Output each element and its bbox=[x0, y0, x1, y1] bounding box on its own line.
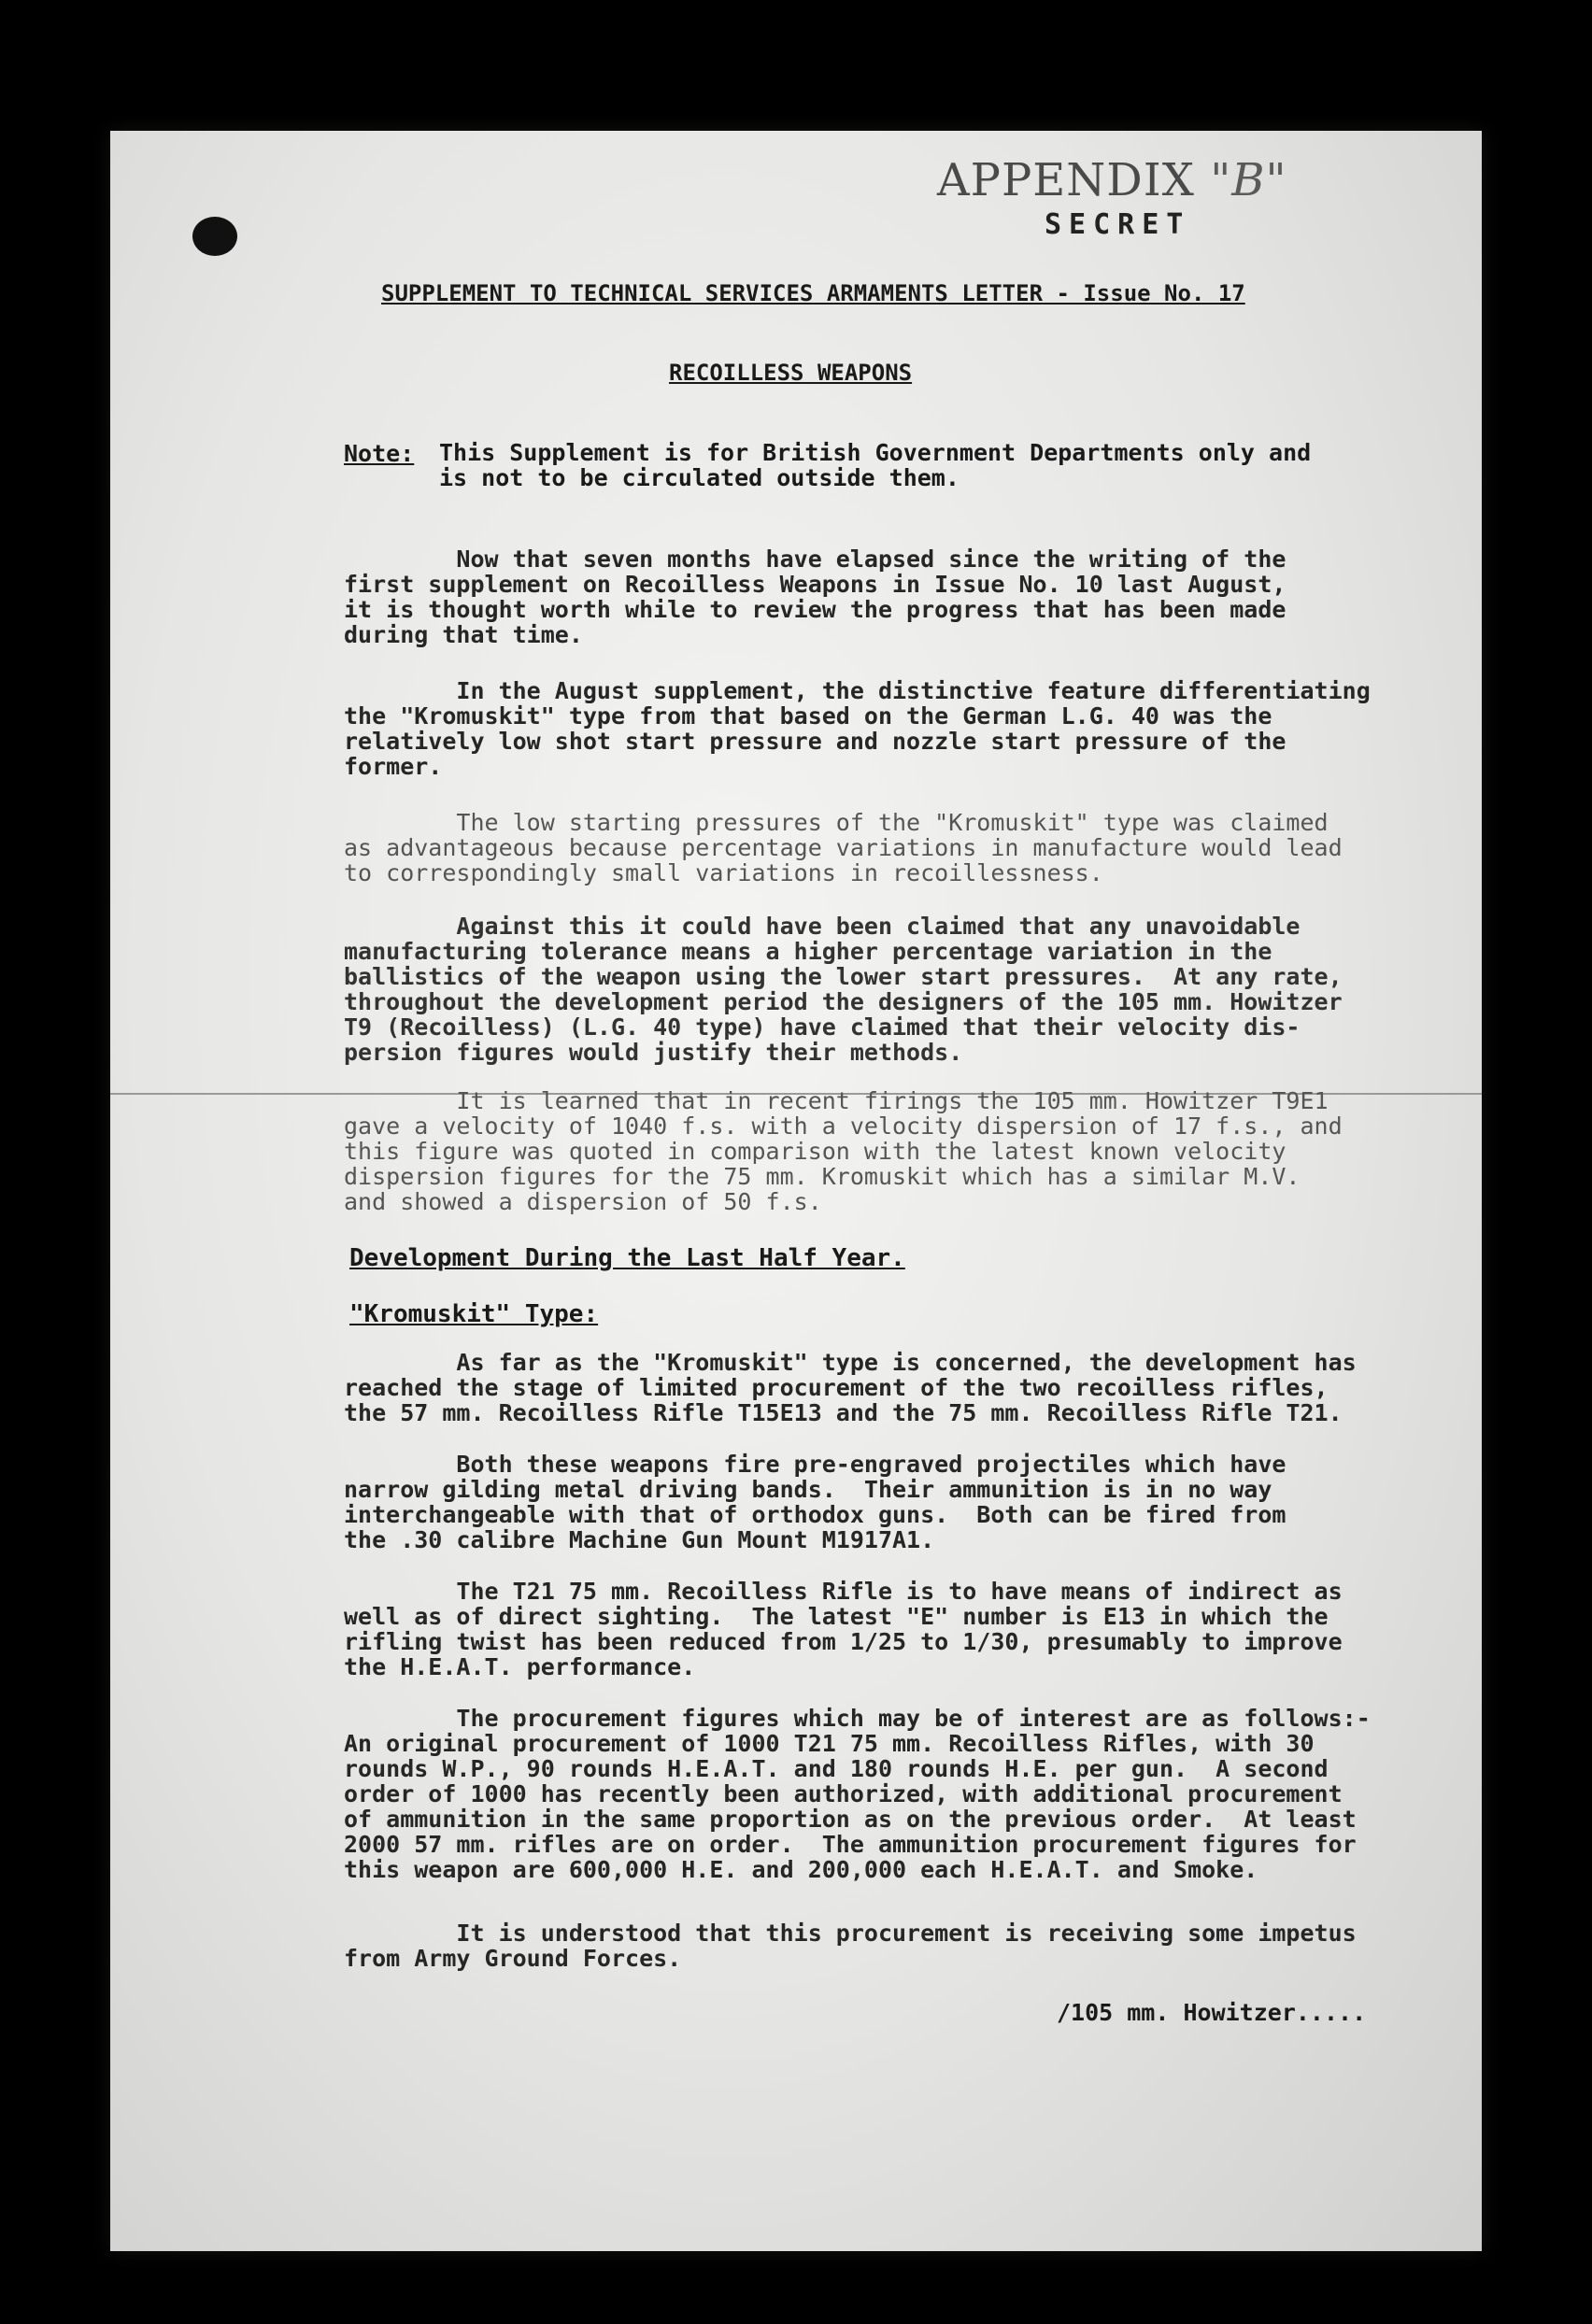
document-subheading: RECOILLESS WEAPONS bbox=[669, 360, 913, 386]
paragraph-low-starting-pressures: The low starting pressures of the "Kromuskit" type was claimed as advantageous because percentage variations in manufacture would lead to correspondingly small variations in recoillessness. bbox=[344, 809, 1343, 886]
paragraph-procurement-stage: As far as the "Kromuskit" type is concerned, the development has reached the stage of limited procurement of the two recoilless rifles, the 57 mm. Recoilless Rifle T15E13 and the 75 mm. Recoilless Rifle T21. bbox=[344, 1349, 1357, 1426]
paragraph-tolerance: Against this it could have been claimed that any unavoidable manufacturing tolerance means a higher percentage variation in the ballistics of the weapon using the lower start pressures. At any rate, throughout the development period the designers of the 105 mm. Howitzer T9 (Recoilless) (L.G. 40 type) have claimed that their velocity dis- persion figures would justify their methods. bbox=[344, 913, 1343, 1066]
note-text: This Supplement is for British Government Departments only and is not to be circulated outside them. bbox=[439, 439, 1312, 491]
appendix-stamp bbox=[937, 154, 1287, 206]
continuation-catchword: /105 mm. Howitzer..... bbox=[1057, 1999, 1367, 2026]
document-page bbox=[110, 131, 1482, 2251]
note-label: Note: bbox=[344, 440, 415, 467]
paragraph-impetus: It is understood that this procurement is receiving some impetus from Army Ground Forces. bbox=[344, 1920, 1357, 1972]
paragraph-recent-firings: It is learned that in recent firings the 105 mm. Howitzer T9E1 gave a velocity of 1040 f.s. with a velocity dispersion of 17 f.s., and this figure was quoted in comparison with the latest known velocity dispersion figures for the 75 mm. Kromuskit which has a similar M.V. and showed a dispersion of 50 f.s. bbox=[344, 1087, 1343, 1215]
paragraph-procurement-figures: The procurement figures which may be of interest are as follows:- An original procurement of 1000 T21 75 mm. Recoilless Rifles, with 30 rounds W.P., 90 rounds H.E.A.T. and 180 rounds H.E. per gun. A second order of 1000 has recently been authorized, with additional procurement of ammunition in the same proportion as on the previous order. At least 2000 57 mm. rifles are on order. The ammunition procurement figures for this weapon are 600,000 H.E. and 200,000 each H.E.A.T. and Smoke. bbox=[344, 1705, 1371, 1883]
appendix-handwritten-mark: "B" bbox=[1210, 154, 1287, 206]
type-title: "Kromuskit" Type: bbox=[349, 1300, 599, 1328]
paragraph-projectiles: Both these weapons fire pre-engraved projectiles which have narrow gilding metal driving bands. Their ammunition is in no way interchangeable with that of orthodox guns. Both can be fired from the .30 calibre Machine Gun Mount M1917A1. bbox=[344, 1451, 1286, 1553]
paragraph-sighting: The T21 75 mm. Recoilless Rifle is to have means of indirect as well as of direct sighting. The latest "E" number is E13 in which the rifling twist has been reduced from 1/25 to 1/30, presumably to improve the H.E.A.T. performance. bbox=[344, 1578, 1343, 1680]
classification-marking: SECRET bbox=[1045, 208, 1191, 241]
document-heading: SUPPLEMENT TO TECHNICAL SERVICES ARMAMENTS LETTER - Issue No. 17 bbox=[381, 280, 1245, 306]
paragraph-august-supplement: In the August supplement, the distinctive feature differentiating the "Kromuskit" type from that based on the German L.G. 40 was the relatively low shot start pressure and nozzle start pressure of the former. bbox=[344, 677, 1371, 780]
appendix-label: APPENDIX bbox=[937, 154, 1195, 206]
paragraph-intro: Now that seven months have elapsed since the writing of the first supplement on Recoilless Weapons in Issue No. 10 last August, it is thought worth while to review the progress that has been made during that time. bbox=[344, 546, 1286, 648]
section-title: Development During the Last Half Year. bbox=[349, 1244, 905, 1272]
punch-hole bbox=[192, 217, 237, 256]
